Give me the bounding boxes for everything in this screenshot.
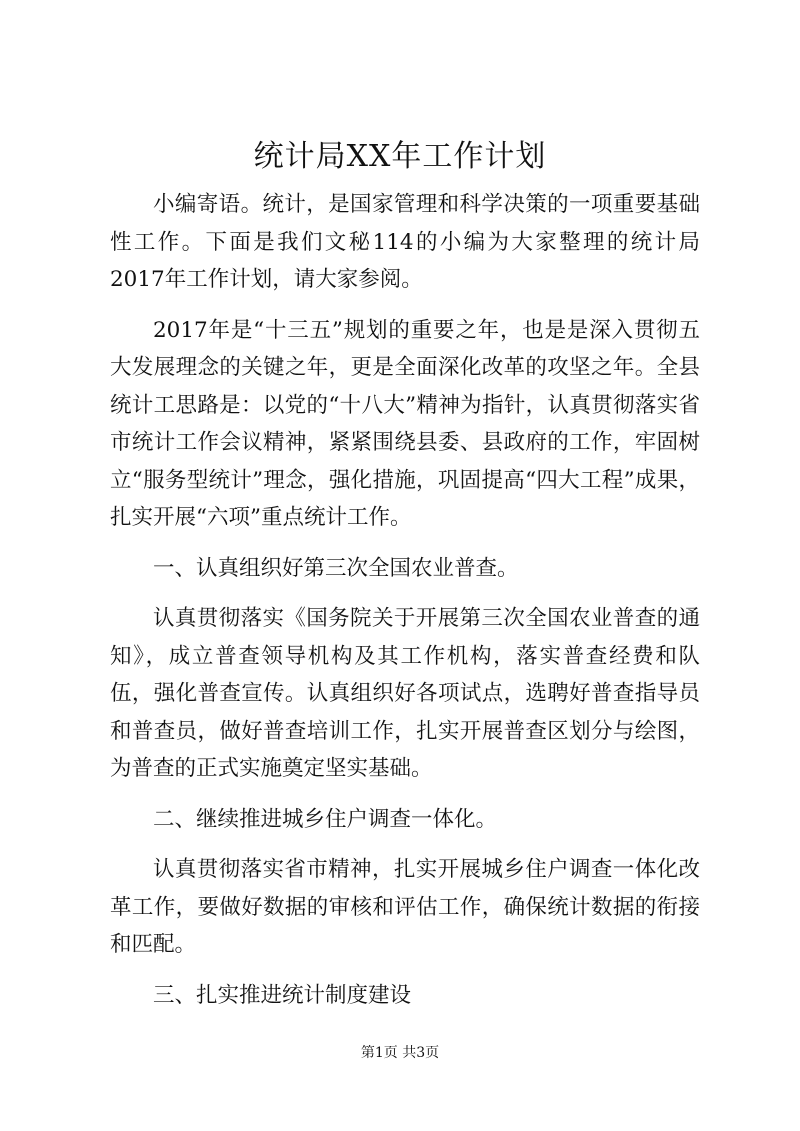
paragraph-section-2: 认真贯彻落实省市精神，扎实开展城乡住户调查一体化改革工作，要做好数据的审核和评估工作，确保统计数据的衔接和匹配。 (110, 857, 700, 957)
page-footer: 第1页 共3页 (360, 1045, 440, 1061)
paragraph-overview: 2017年是“十三五”规划的重要之年，也是是深入贯彻五大发展理念的关键之年，更是全面深化改革的攻坚之年。全县统计工思路是：以党的“十八大”精神为指针，认真贯彻落实省市统计工作会议精神，紧紧围绕县委、县政府的工作，牢固树立“服务型统计”理念，强化措施，巩固提高“四大工程”成果，扎实开展“六项”重点统计工作。 (110, 317, 700, 530)
section-heading-3: 三、扎实推进统计制度建设 (153, 982, 412, 1008)
section-heading-1: 一、认真组织好第三次全国农业普查。 (153, 555, 519, 581)
document-body (110, 186, 700, 1014)
paragraph-intro: 小编寄语。统计，是国家管理和科学决策的一项重要基础性工作。下面是我们文秘114的小编为大家整理的统计局2017年工作计划，请大家参阅。 (110, 192, 700, 292)
section-heading-2: 二、继续推进城乡住户调查一体化。 (153, 806, 498, 832)
paragraph-section-1: 认真贯彻落实《国务院关于开展第三次全国农业普查的通知》，成立普查领导机构及其工作机构，落实普查经费和队伍，强化普查宣传。认真组织好各项试点，选聘好普查指导员和普查员，做好普查培训工作，扎实开展普查区划分与绘图，为普查的正式实施奠定坚实基础。 (110, 606, 700, 781)
document-title: 统计局XX年工作计划 (253, 139, 547, 174)
